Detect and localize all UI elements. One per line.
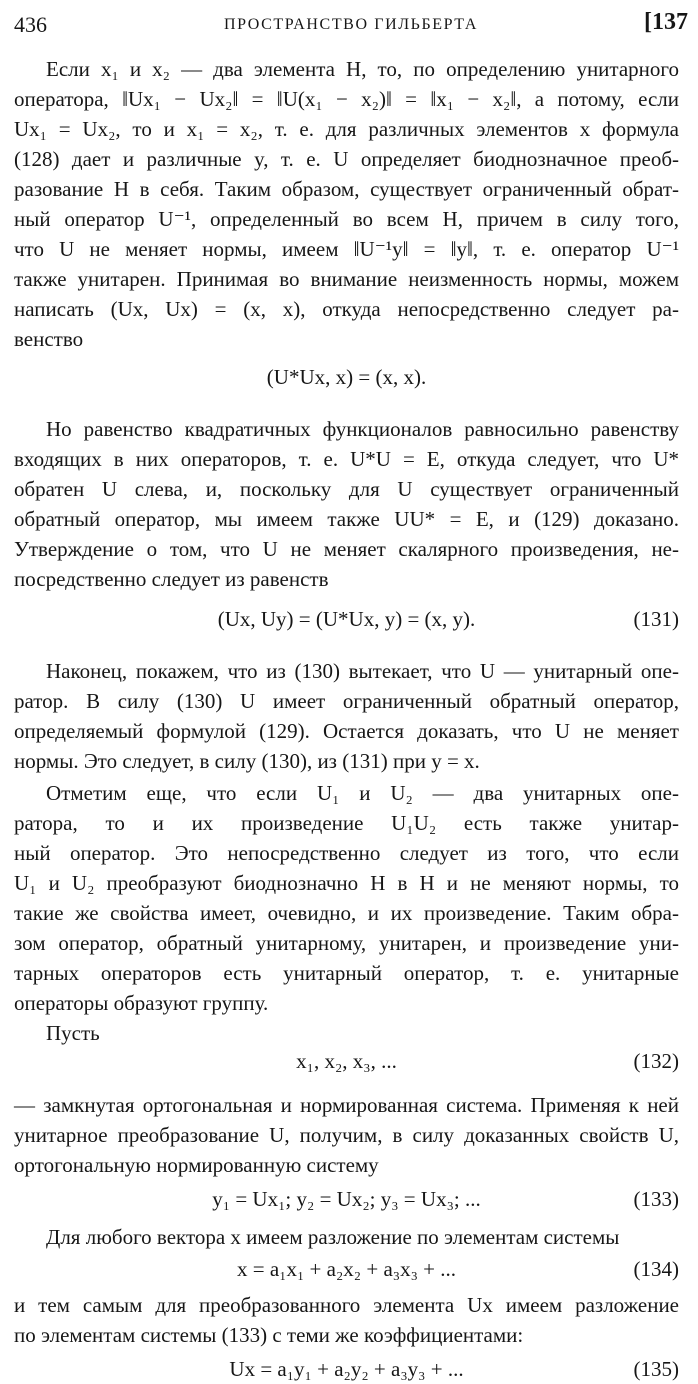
equation-number: (133)	[633, 1187, 679, 1211]
text-line: Утверждение о том, что U не меняет скалярного произведения, не-	[14, 537, 679, 561]
text-line: написать (Ux, Ux) = (x, x), откуда непосредственно следует ра-	[14, 297, 679, 321]
formula	[14, 362, 679, 392]
text-line: и тем самым для преобразованного элемента Ux имеем разложение	[14, 1293, 679, 1317]
text-line: входящих в них операторов, т. е. U*U = E, откуда следует, что U*	[14, 447, 679, 471]
equation-number: (134)	[633, 1257, 679, 1281]
formula-text: y₁ = Ux₁; y₂ = Ux₂; y₃ = Ux₃; ...	[212, 1187, 481, 1211]
text-line: операторы образуют группу.	[14, 991, 269, 1015]
page-number: 436	[14, 12, 47, 37]
text-line: зом оператор, обратный унитарному, унитарен, и произведение уни-	[14, 931, 679, 955]
text-line: такие же свойства имеет, очевидно, и их произведение. Таким обра-	[14, 901, 679, 925]
text-line: ный оператор. Это непосредственно следует из того, что если	[14, 841, 679, 865]
formula	[14, 1046, 679, 1076]
text-line: унитарное преобразование U, получим, в силу доказанных свойств U,	[14, 1123, 679, 1147]
formula	[14, 1254, 679, 1284]
text-line: что U не меняет нормы, имеем ‖U⁻¹y‖ = ‖y‖, т. е. оператор U⁻¹	[14, 237, 679, 261]
section-number: [137	[644, 9, 688, 35]
text-line: определяемый формулой (129). Остается доказать, что U не меняет	[14, 719, 679, 743]
text-line: также унитарен. Принимая во внимание неизменность нормы, можем	[14, 267, 679, 291]
text-line: Пусть	[46, 1021, 100, 1045]
text-line: — замкнутая ортогональная и нормированная система. Применяя к ней	[14, 1093, 679, 1117]
formula-text: (U*Ux, x) = (x, x).	[266, 365, 427, 389]
text-line: ратора, то и их произведение U₁U₂ есть также унитар-	[14, 811, 679, 835]
text-line: оператора, ‖Ux₁ − Ux₂‖ = ‖U(x₁ − x₂)‖ = ‖x₁ − x₂‖, а потому, если	[14, 87, 679, 111]
formula-text: x₁, x₂, x₃, ...	[296, 1049, 397, 1073]
text-line: Наконец, покажем, что из (130) вытекает, что U — унитарный опе-	[46, 659, 679, 683]
formula	[14, 1354, 679, 1384]
text-line: обратный оператор, мы имеем также UU* = E, и (129) доказано.	[14, 507, 679, 531]
text-line: ратор. В силу (130) U имеет ограниченный обратный оператор,	[14, 689, 679, 713]
text-line: ортогональную нормированную систему	[14, 1153, 379, 1177]
equation-number: (135)	[633, 1357, 679, 1381]
text-line: посредственно следует из равенств	[14, 567, 329, 591]
formula-text: (Ux, Uy) = (U*Ux, y) = (x, y).	[217, 607, 476, 631]
text-line: по элементам системы (133) с теми же коэффициентами:	[14, 1323, 524, 1347]
text-line: Ux₁ = Ux₂, то и x₁ = x₂, т. е. для различных элементов x формула	[14, 117, 679, 141]
text-line: разование H в себя. Таким образом, существует ограниченный обрат-	[14, 177, 679, 201]
text-line: ный оператор U⁻¹, определенный во всем H, причем в силу того,	[14, 207, 679, 231]
text-line: венство	[14, 327, 84, 351]
equation-number: (132)	[633, 1049, 679, 1073]
text-line: Но равенство квадратичных функционалов равносильно равенству	[46, 417, 679, 441]
running-header	[14, 6, 688, 46]
text-line: Для любого вектора x имеем разложение по элементам системы	[46, 1225, 620, 1249]
text-line: тарных операторов есть унитарный оператор, т. е. унитарные	[14, 961, 679, 985]
text-line: нормы. Это следует, в силу (130), из (131) при y = x.	[14, 749, 480, 773]
running-title: ПРОСТРАНСТВО ГИЛЬБЕРТА	[223, 16, 479, 33]
text-line: обратен U слева, и, поскольку для U существует ограниченный	[14, 477, 679, 501]
formula	[14, 1184, 679, 1214]
formula-text: x = a₁x₁ + a₂x₂ + a₃x₃ + ...	[236, 1257, 456, 1281]
text-line: Отметим еще, что если U₁ и U₂ — два унитарных опе-	[46, 781, 679, 805]
text-line: U₁ и U₂ преобразуют биоднозначно H в H и не меняют нормы, то	[14, 871, 679, 895]
formula	[14, 604, 679, 634]
text-line: (128) дает и различные y, т. е. U определяет биоднозначное преоб-	[14, 147, 679, 171]
text-line: Если x₁ и x₂ — два элемента H, то, по определению унитарного	[46, 57, 679, 81]
equation-number: (131)	[633, 607, 679, 631]
formula-text: Ux = a₁y₁ + a₂y₂ + a₃y₃ + ...	[229, 1357, 464, 1381]
